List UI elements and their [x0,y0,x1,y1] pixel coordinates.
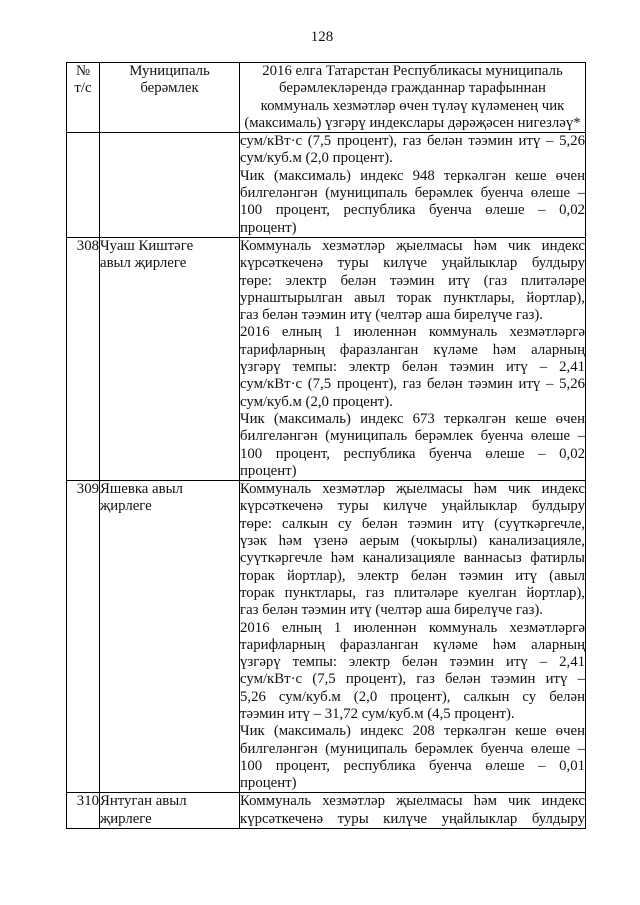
description-line: суүткәргечле һәм канализацияле ваннасыз фатирлы [240,550,585,567]
municipality-cell [100,133,240,238]
description-line: торак пунктлары, газ плитәләре куелган йортлар), [240,584,585,601]
description-line: газ белән тәэмин итү (челтәр аша бирелүче газ). [240,602,543,619]
header-number-label: № [75,63,91,79]
description-line: Коммуналь хезмәтләр җыелмасы һәм чик индекс [240,481,585,498]
municipality-name-line: җирлеге [100,810,152,827]
header-description-line: коммуналь хезмәтләр өчен түләү күләменең чик [260,97,565,114]
description-line: төре: салкын су белән тәэмин итү (суүткәргечле, [240,515,585,532]
description-line: төре: электр белән тәэмин итү (газ плитәләре [240,272,585,289]
description-line: билгеләнгән (муниципаль берәмлек буенча өлеше – [240,185,585,202]
number-cell [67,133,100,238]
description-cell [240,793,586,829]
description-line: 100 процент, республика буенча өлеше – 0,02 [240,445,585,462]
description-line: торак йортлар), электр белән тәэмин итү (авыл [240,567,585,584]
description-line: үзгәрү темпы: электр белән тәэмин итү – 2,41 [240,359,585,376]
header-description-line: берәмлекләрендә гражданнар тарафыннан [279,80,546,97]
description-line: сум/кВт·с (7,5 процент), газ белән тәэмин итү – [240,671,585,688]
description-line: Чик (максималь) индекс 673 теркәлгән кеше өчен [240,410,585,427]
description-line: процент) [240,462,297,479]
municipality-name-line: җирлеге [100,498,152,515]
description-line: тарифларның фаразланган күләме һәм аларның [240,636,585,653]
row-number: 308 [76,237,99,254]
number-cell [67,793,100,829]
municipality-name-line: Янтуган авыл [100,793,187,810]
description-line: 100 процент, республика буенча өлеше – 0,01 [240,757,585,774]
description-line: Чик (максималь) индекс 948 теркәлгән кеше өчен [240,167,585,184]
description-cell [240,133,586,238]
description-line: тарифларның фаразланган күләме һәм аларның [240,341,585,358]
description-line: Коммуналь хезмәтләр җыелмасы һәм чик индекс [240,237,585,254]
description-line: сум/кВт·с (7,5 процент), газ белән тәэмин итү – 5,26 [240,376,585,393]
table-row [67,133,586,238]
page-number: 128 [310,29,334,45]
description-line: 2016 елның 1 июленнән коммуналь хезмәтләргә [240,619,585,636]
table-row [67,793,586,829]
header-municipality-label: Муниципаль [129,63,210,79]
header-municipality-label: берәмлек [140,80,199,97]
description-line: газ белән тәэмин итү (челтәр аша бирелүче газ). [240,307,543,324]
header-number-label: т/с [74,80,92,97]
municipality-name-line: Чуаш Киштәге [100,237,194,254]
description-line: процент) [240,219,297,236]
row-number: 310 [76,793,99,810]
municipality-cell [100,793,240,829]
description-line: тәэмин итү – 31,72 сум/куб.м (4,5 процент). [240,705,515,722]
description-line: Коммуналь хезмәтләр җыелмасы һәм чик индекс [240,793,585,810]
header-description-line: 2016 елга Татарстан Республикасы муниципаль [262,63,563,79]
header-description-cell [240,63,586,133]
description-line: 5,26 сум/куб.м (2,0 процент), салкын су белән [240,688,585,705]
header-description-line: (максималь) үзгәрү индекслары дәрәҗәсен нигезләү* [244,114,581,131]
municipal-index-table [66,62,586,829]
description-line: 100 процент, республика буенча өлеше – 0,02 [240,202,585,219]
municipality-cell [100,237,240,480]
municipality-cell [100,481,240,793]
header-number-cell [67,63,100,133]
header-municipality-cell [100,63,240,133]
municipality-name-line: авыл җирлеге [100,255,187,272]
description-line: сум/куб.м (2,0 процент). [240,393,393,410]
description-cell [240,481,586,793]
municipality-name-line: Яшевка авыл [100,481,183,498]
description-line: урнаштырылган авыл торак пунктлары, йортлар), [240,289,585,306]
number-cell [67,237,100,480]
description-line: үзәк һәм үзенә аерым (чокырлы) канализацияле, [240,533,585,550]
description-line: сум/кВт·с (7,5 процент), газ белән тәэмин итү – 5,26 [240,133,585,150]
description-line: Чик (максималь) индекс 208 теркәлгән кеше өчен [240,723,585,740]
row-number: 309 [76,481,99,498]
table-row [67,481,586,793]
description-line: билгеләнгән (муниципаль берәмлек буенча өлеше – [240,740,585,757]
description-line: күрсәткеченә туры килүче уңайлыклар булдыру [240,255,585,272]
table-header-row [67,63,586,133]
description-line: 2016 елның 1 июленнән коммуналь хезмәтләргә [240,324,585,341]
description-line: процент) [240,775,297,792]
number-cell [67,481,100,793]
description-cell [240,237,586,480]
description-line: үзгәрү темпы: электр белән тәэмин итү – 2,41 [240,654,585,671]
description-line: сум/куб.м (2,0 процент). [240,150,393,167]
description-line: күрсәткеченә туры килүче уңайлыклар булдыру [240,810,585,827]
description-line: билгеләнгән (муниципаль берәмлек буенча өлеше – [240,428,585,445]
description-line: күрсәткеченә туры килүче уңайлыклар булдыру [240,498,585,515]
table-row [67,237,586,480]
